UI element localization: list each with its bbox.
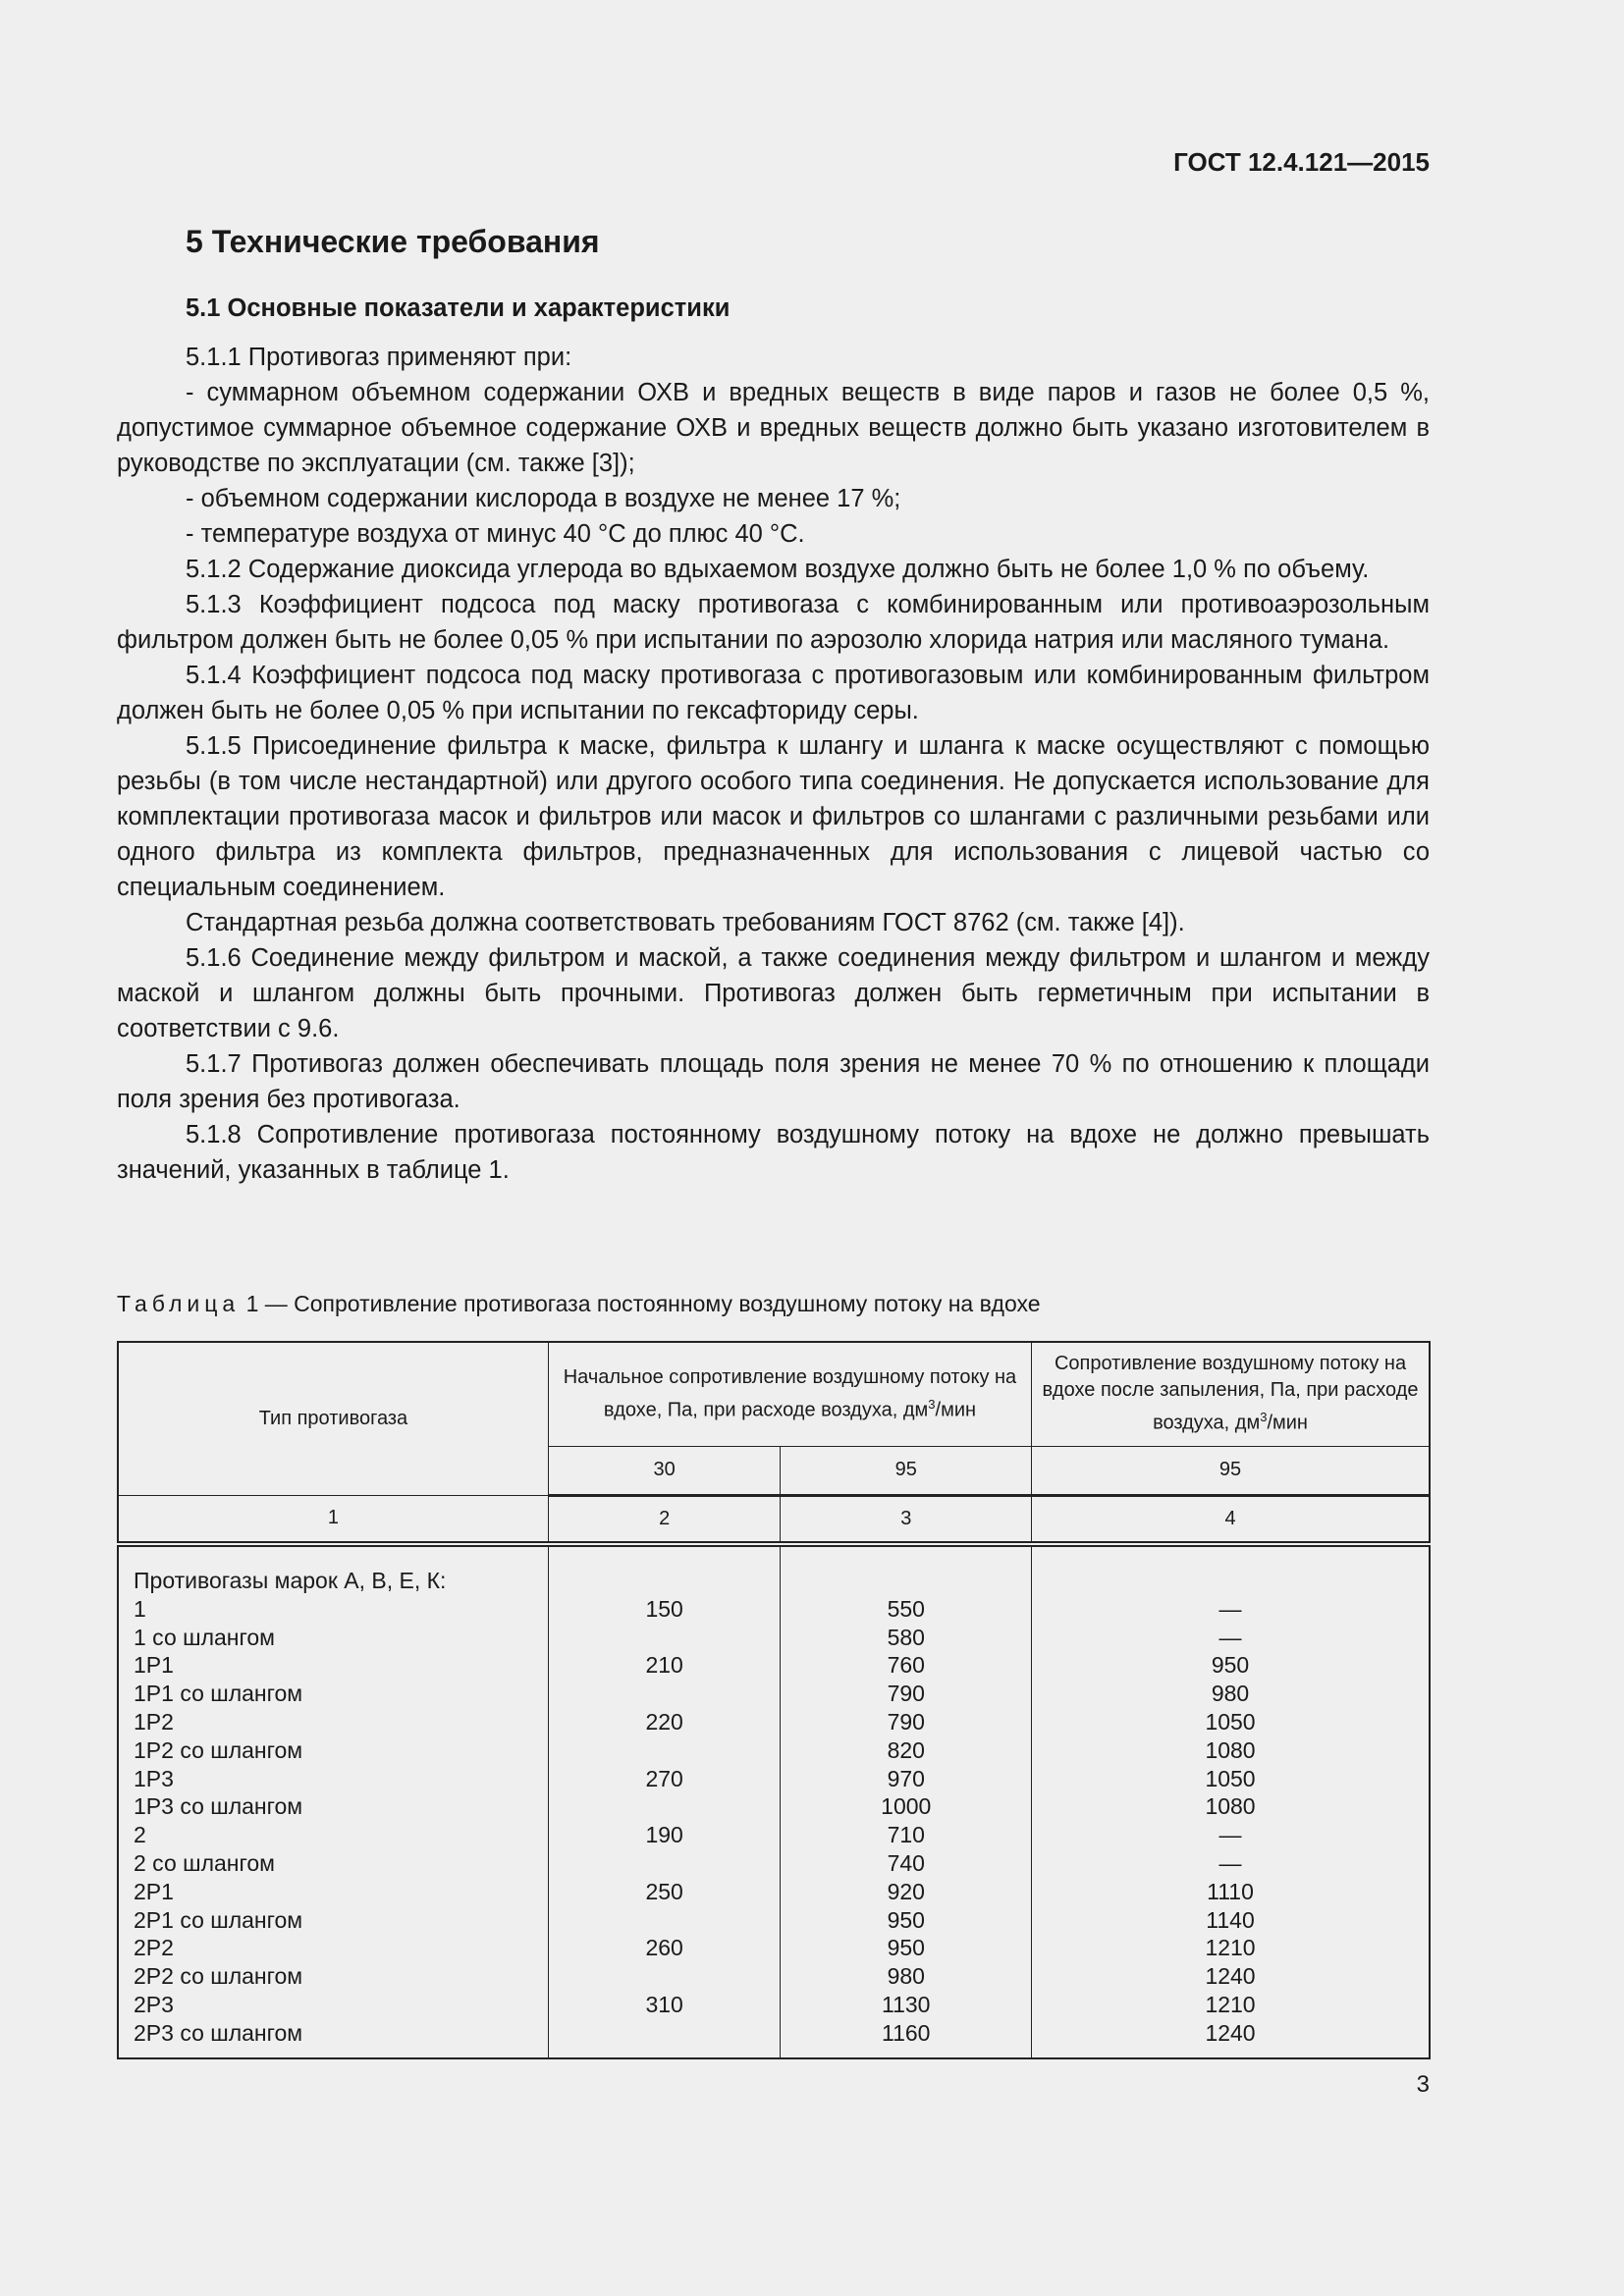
col-number: 1 — [118, 1495, 548, 1544]
col-number: 4 — [1032, 1495, 1430, 1544]
table-cell: 1110 — [1207, 1878, 1254, 1904]
table-cell: 980 — [887, 1963, 925, 1990]
document-header: ГОСТ 12.4.121—2015 — [1173, 147, 1430, 177]
table-cell: 1240 — [1205, 1963, 1256, 1990]
table-cell: 1Р3 со шлангом — [134, 1793, 303, 1820]
table-cell — [557, 1680, 773, 1708]
table-cell: 970 — [887, 1765, 925, 1791]
table-cell: 790 — [887, 1681, 925, 1707]
table-cell: 1160 — [882, 2019, 931, 2046]
table-cell: 1210 — [1205, 1991, 1256, 2017]
page-number: 3 — [1416, 2071, 1430, 2098]
table-cell: 1140 — [1206, 1906, 1255, 1933]
table-cell — [557, 1962, 773, 1991]
table-cell: 760 — [887, 1652, 925, 1679]
table-cell: 2Р3 со шлангом — [134, 2019, 303, 2046]
table-cell: 310 — [645, 1991, 683, 2017]
table-cell: 920 — [887, 1878, 925, 1904]
table-cell: 580 — [887, 1624, 925, 1650]
table-cell: 980 — [1211, 1681, 1250, 1707]
table-cell — [557, 1792, 773, 1821]
table-cell: 1080 — [1205, 1736, 1256, 1763]
table-cell: 2 со шлангом — [134, 1849, 275, 1876]
table-cell: 190 — [645, 1822, 683, 1848]
table-cell: 2Р2 — [134, 1935, 174, 1961]
table-cell: 2Р1 — [134, 1878, 174, 1904]
table-cell: 270 — [645, 1765, 683, 1791]
resistance-table — [117, 1341, 1431, 2059]
table-cell: 950 — [887, 1935, 925, 1961]
table-body-row — [118, 1544, 1430, 2058]
table-cell: 1000 — [881, 1793, 932, 1820]
flow-value: 95 — [781, 1446, 1032, 1495]
table-cell — [557, 1567, 773, 1595]
table-cell — [557, 1736, 773, 1765]
table-cell: 550 — [887, 1595, 925, 1622]
paragraph: 5.1.8 Сопротивление противогаза постоянному воздушному потоку на вдохе не должно превышать значений, указанных в таблице 1. — [117, 1121, 1430, 1184]
table-cell: 150 — [645, 1595, 683, 1622]
table-cell: 2Р3 — [134, 1991, 174, 2017]
table-cell: 1080 — [1205, 1793, 1256, 1820]
table-cell: 1130 — [882, 1991, 931, 2017]
table-cell — [557, 1849, 773, 1878]
paragraph: - температуре воздуха от минус 40 °С до плюс 40 °С. — [186, 520, 805, 548]
paragraph: 5.1.7 Противогаз должен обеспечивать площадь поля зрения не менее 70 % по отношению к площади поля зрения без противогаза. — [117, 1050, 1430, 1113]
table-caption — [117, 1291, 1041, 1317]
col-number: 3 — [781, 1495, 1032, 1544]
col-header-after: Сопротивление воздушному потоку на вдохе после запыления, Па, при расходе воздуха, $дм^3$/мин — [1032, 1342, 1430, 1446]
col-header-initial: Начальное сопротивление воздушному потоку на вдохе, Па, при расходе воздуха, $дм^3$/мин — [548, 1342, 1031, 1446]
flow-value: 30 — [548, 1446, 781, 1495]
caption-text: 1 — Сопротивление противогаза постоянному воздушному потоку на вдохе — [240, 1291, 1041, 1316]
table-cell: 1Р2 — [134, 1708, 174, 1735]
col-header-type: Тип противогаза — [118, 1342, 548, 1495]
table-cell: — — [1218, 1822, 1242, 1848]
paragraph: Стандартная резьба должна соответствовать требованиям ГОСТ 8762 (см. также [4]). — [186, 909, 1185, 936]
table-cell — [557, 1624, 773, 1652]
caption-label: Таблица — [117, 1291, 241, 1316]
table-cell: 740 — [887, 1849, 925, 1876]
table-cell: 1Р1 — [134, 1652, 174, 1679]
paragraph: 5.1.3 Коэффициент подсоса под маску противогаза с комбинированным или противоаэрозольным фильтром должен быть не более 0,05 % при испытании по аэрозолю хлорида натрия или масляного тумана. — [117, 591, 1430, 654]
table-cell: 1 — [134, 1595, 146, 1622]
table-cell: 2Р2 со шлангом — [134, 1963, 303, 1990]
paragraph: 5.1.5 Присоединение фильтра к маске, фильтра к шлангу и шланга к маске осуществляют с помощью резьбы (в том числе нестандартной) или другого особого типа соединения. Не допускается использование для комплектации противогаза масок и фильтров или масок и фильтров со шлангами с различными резьбами или одного фильтра из комплекта фильтров, предназначенных для использования с лицевой частью со специальным соединением. — [117, 732, 1430, 901]
table-cell: — — [1218, 1624, 1242, 1650]
paragraph: - суммарном объемном содержании ОХВ и вредных веществ в виде паров и газов не более 0,5 %, допустимое суммарное объемное содержание ОХВ и вредных веществ должно быть указано изготовителем в руководстве по эксплуатации (см. также [3]); — [117, 379, 1430, 477]
table-cell: 1Р2 со шлангом — [134, 1736, 303, 1763]
table-cell: 260 — [645, 1935, 683, 1961]
table-cell: 1240 — [1205, 2019, 1256, 2046]
paragraph: 5.1.6 Соединение между фильтром и маской, а также соединения между фильтром и шлангом и между маской и шлангом должны быть прочными. Противогаз должен быть герметичным при испытании в соответствии с 9.6. — [117, 944, 1430, 1042]
table-cell — [557, 1906, 773, 1935]
subsection-title: 5.1 Основные показатели и характеристики — [186, 294, 731, 322]
table-cell: 1 со шлангом — [134, 1624, 275, 1650]
table-cell: 1Р3 — [134, 1765, 174, 1791]
col-number: 2 — [548, 1495, 781, 1544]
table-cell: 250 — [645, 1878, 683, 1904]
table-cell: 710 — [887, 1822, 925, 1848]
table-cell: 950 — [887, 1906, 925, 1933]
table-cell — [1040, 1567, 1421, 1595]
flow-value: 95 — [1032, 1446, 1430, 1495]
table-cell: 820 — [887, 1736, 925, 1763]
body-text — [117, 340, 1430, 1188]
table-cell: 2 — [134, 1822, 146, 1848]
table-cell: 220 — [645, 1708, 683, 1735]
paragraph: 5.1.1 Противогаз применяют при: — [186, 344, 572, 371]
table-cell — [788, 1567, 1023, 1595]
table-cell: — — [1218, 1595, 1242, 1622]
section-title: 5 Технические требования — [186, 224, 600, 259]
table-cell: 950 — [1211, 1652, 1250, 1679]
paragraph: 5.1.4 Коэффициент подсоса под маску противогаза с противогазовым или комбинированным фильтром должен быть не более 0,05 % при испытании по гексафториду серы. — [117, 662, 1430, 724]
table-cell: 1050 — [1205, 1708, 1256, 1735]
table-cell: 790 — [887, 1708, 925, 1735]
table-cell: Противогазы марок А, В, Е, К: — [134, 1568, 447, 1593]
table-cell: 1210 — [1205, 1935, 1256, 1961]
table-cell: 2Р1 со шлангом — [134, 1906, 303, 1933]
table-cell: 1050 — [1205, 1765, 1256, 1791]
paragraph: 5.1.2 Содержание диоксида углерода во вдыхаемом воздухе должно быть не более 1,0 % по объему. — [186, 556, 1370, 583]
table-cell: — — [1218, 1849, 1242, 1876]
paragraph: - объемном содержании кислорода в воздухе не менее 17 %; — [186, 485, 901, 512]
table-cell — [557, 2019, 773, 2048]
table-cell: 210 — [645, 1652, 683, 1679]
table-cell: 1Р1 со шлангом — [134, 1681, 303, 1707]
